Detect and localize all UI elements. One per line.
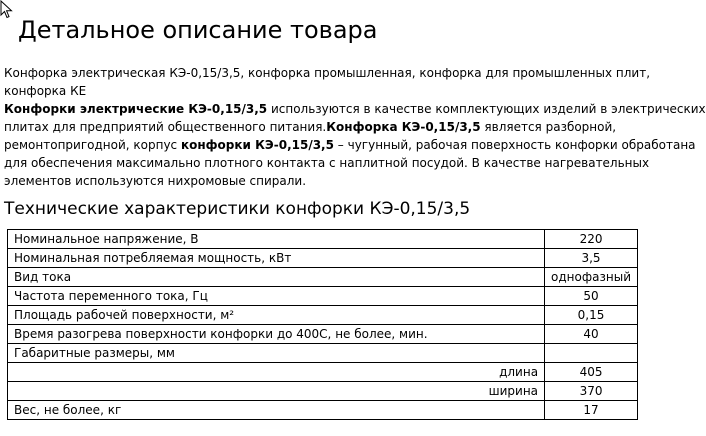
table-row bbox=[8, 325, 638, 344]
spec-value: 17 bbox=[545, 401, 638, 420]
spec-table bbox=[7, 229, 638, 420]
description-line bbox=[4, 136, 696, 154]
spec-label: Вес, не более, кг bbox=[8, 401, 545, 420]
description-line bbox=[4, 172, 664, 190]
spec-value: 405 bbox=[545, 363, 638, 382]
spec-label: Площадь рабочей поверхности, м² bbox=[8, 306, 545, 325]
spec-value: однофазный bbox=[545, 268, 638, 287]
description-line bbox=[4, 64, 664, 82]
description-bold-text: Конфорки электрические КЭ-0,15/3,5 bbox=[4, 102, 268, 116]
table-row bbox=[8, 363, 638, 382]
spec-value: 0,15 bbox=[545, 306, 638, 325]
description-text: является разборной, bbox=[480, 120, 617, 134]
spec-label: Вид тока bbox=[8, 268, 545, 287]
page-title: Детальное описание товара bbox=[18, 16, 378, 44]
spec-value: 40 bbox=[545, 325, 638, 344]
spec-label: Время разогрева поверхности конфорки до 400С, не более, мин. bbox=[8, 325, 545, 344]
description-bold-text: Конфорка КЭ-0,15/3,5 bbox=[326, 120, 481, 134]
description-line bbox=[4, 154, 664, 172]
spec-table-body bbox=[8, 230, 638, 420]
table-row bbox=[8, 249, 638, 268]
description-line bbox=[4, 118, 664, 136]
spec-value: 50 bbox=[545, 287, 638, 306]
description-text: – чугунный, рабочая поверхность конфорки обработана bbox=[333, 138, 696, 152]
table-row bbox=[8, 401, 638, 420]
table-row bbox=[8, 344, 638, 363]
description-text: элементов используются нихромовые спирали. bbox=[4, 174, 307, 188]
table-row bbox=[8, 306, 638, 325]
description-text: конфорка КЕ bbox=[4, 84, 87, 98]
spec-value: 370 bbox=[545, 382, 638, 401]
table-row bbox=[8, 268, 638, 287]
mouse-pointer-icon bbox=[0, 0, 14, 20]
spec-label: Габаритные размеры, мм bbox=[8, 344, 545, 363]
spec-value bbox=[545, 344, 638, 363]
spec-value: 220 bbox=[545, 230, 638, 249]
table-row bbox=[8, 287, 638, 306]
product-description bbox=[4, 64, 706, 190]
spec-label: Частота переменного тока, Гц bbox=[8, 287, 545, 306]
description-text: для обеспечения максимально плотного контакта с наплитной посудой. В качестве нагревательных bbox=[4, 156, 650, 170]
description-text: плитах для предприятий общественного питания. bbox=[4, 120, 327, 134]
spec-label: длина bbox=[8, 363, 545, 382]
spec-value: 3,5 bbox=[545, 249, 638, 268]
description-bold-text: конфорки КЭ-0,15/3,5 bbox=[180, 138, 334, 152]
description-line bbox=[4, 82, 664, 100]
spec-label: Номинальная потребляемая мощность, кВт bbox=[8, 249, 545, 268]
table-row bbox=[8, 382, 638, 401]
spec-label: ширина bbox=[8, 382, 545, 401]
description-line bbox=[4, 100, 706, 118]
spec-section-title: Технические характеристики конфорки КЭ-0,15/3,5 bbox=[4, 199, 471, 219]
spec-label: Номинальное напряжение, В bbox=[8, 230, 545, 249]
description-text: ремонтопригодной, корпус bbox=[4, 138, 181, 152]
description-text: используются в качестве комплектующих изделий в электрических bbox=[267, 102, 706, 116]
description-text: Конфорка электрическая КЭ-0,15/3,5, конфорка промышленная, конфорка для промышленных плит, bbox=[4, 66, 651, 80]
table-row bbox=[8, 230, 638, 249]
